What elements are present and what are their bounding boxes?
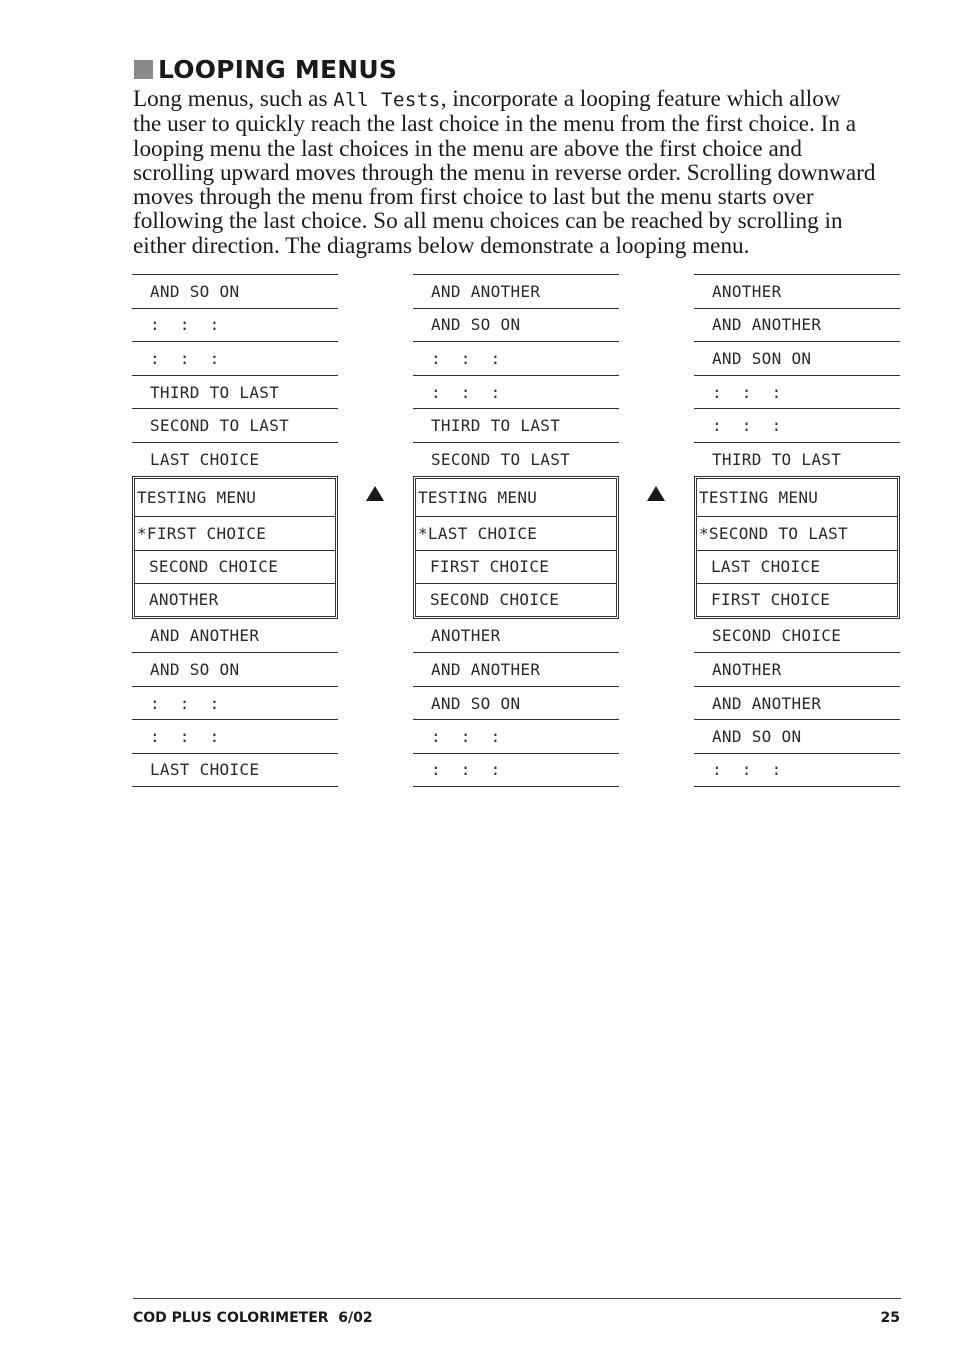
menu-row: ANOTHER [431, 625, 501, 645]
menu-row: AND ANOTHER [694, 686, 900, 720]
menu-row: ANOTHER [694, 652, 900, 686]
up-arrow-icon [366, 486, 384, 501]
menu-row: AND SO ON [132, 652, 338, 686]
screen-title: TESTING MENU [135, 479, 335, 517]
screen-choice: SECOND CHOICE [135, 550, 335, 583]
menu-row: AND SON ON [694, 341, 900, 375]
menu-row: THIRD TO LAST [413, 408, 619, 442]
menu-row: LAST CHOICE [132, 753, 338, 787]
menu-row: : : : [413, 719, 619, 753]
menu-row: SECOND TO LAST [413, 442, 619, 476]
menu-row: : : : [694, 375, 900, 409]
intro-line-5: moves through the menu from first choice to last but the menu starts over [133, 184, 814, 211]
intro-line-3: looping menu the last choices in the menu are above the first choice and [133, 135, 802, 162]
menu-row: : : : [413, 375, 619, 409]
intro-text: Long menus, such as [133, 86, 334, 112]
screen-title: TESTING MENU [697, 479, 897, 517]
selected-choice: *SECOND TO LAST [699, 523, 848, 543]
up-arrow-icon [647, 486, 665, 501]
display-screen [413, 476, 619, 619]
menu-row: LAST CHOICE [132, 442, 338, 476]
menu-row: : : : [694, 408, 900, 442]
footer-rule [133, 1298, 901, 1299]
intro-line-4: scrolling upward moves through the menu in reverse order. Scrolling downward [133, 159, 876, 186]
screen-choice: FIRST CHOICE [697, 583, 897, 616]
heading-title: LOOPING MENUS [158, 54, 398, 84]
page-number: 25 [880, 1310, 900, 1326]
menu-diagram-2 [413, 274, 619, 787]
menu-row: AND SO ON [132, 274, 338, 308]
selected-choice: *FIRST CHOICE [137, 523, 267, 543]
menu-diagram-3 [694, 274, 900, 787]
selected-choice: *LAST CHOICE [418, 523, 538, 543]
menu-row: SECOND TO LAST [132, 408, 338, 442]
menu-row: AND ANOTHER [150, 625, 260, 645]
menu-row: SECOND CHOICE [712, 625, 842, 645]
display-screen [694, 476, 900, 619]
screen-title: TESTING MENU [416, 479, 616, 517]
intro-paragraph [133, 87, 913, 258]
inline-code: All Tests [333, 89, 441, 111]
menu-row: ANOTHER [694, 274, 900, 308]
square-bullet-icon [134, 60, 153, 79]
screen-choice: LAST CHOICE [697, 550, 897, 583]
menu-row: : : : [132, 308, 338, 342]
intro-line-1 [133, 87, 913, 112]
menu-row: AND SO ON [413, 686, 619, 720]
menu-row: : : : [132, 719, 338, 753]
menu-row: THIRD TO LAST [694, 442, 900, 476]
menu-row: : : : [694, 753, 900, 787]
display-screen [132, 476, 338, 619]
intro-line-2: the user to quickly reach the last choice in the menu from the first choice. In a [133, 111, 857, 138]
footer-title: COD PLUS COLORIMETER 6/02 [133, 1310, 373, 1326]
menu-row: AND ANOTHER [413, 274, 619, 308]
screen-choice: ANOTHER [135, 583, 335, 616]
menu-row: : : : [132, 341, 338, 375]
menu-row: AND SO ON [413, 308, 619, 342]
intro-line-7: either direction. The diagrams below demonstrate a looping menu. [133, 232, 750, 259]
menu-row: AND ANOTHER [413, 652, 619, 686]
intro-line-6: following the last choice. So all menu choices can be reached by scrolling in [133, 208, 843, 235]
section-heading [134, 54, 397, 84]
menu-diagram-1 [132, 274, 338, 787]
menu-row: : : : [132, 686, 338, 720]
screen-choice: FIRST CHOICE [416, 550, 616, 583]
menu-row: AND ANOTHER [694, 308, 900, 342]
menu-row: : : : [413, 341, 619, 375]
screen-choice: SECOND CHOICE [416, 583, 616, 616]
menu-row: THIRD TO LAST [132, 375, 338, 409]
menu-row: : : : [413, 753, 619, 787]
intro-text: , incorporate a looping feature which allow [440, 86, 841, 112]
menu-row: AND SO ON [694, 719, 900, 753]
